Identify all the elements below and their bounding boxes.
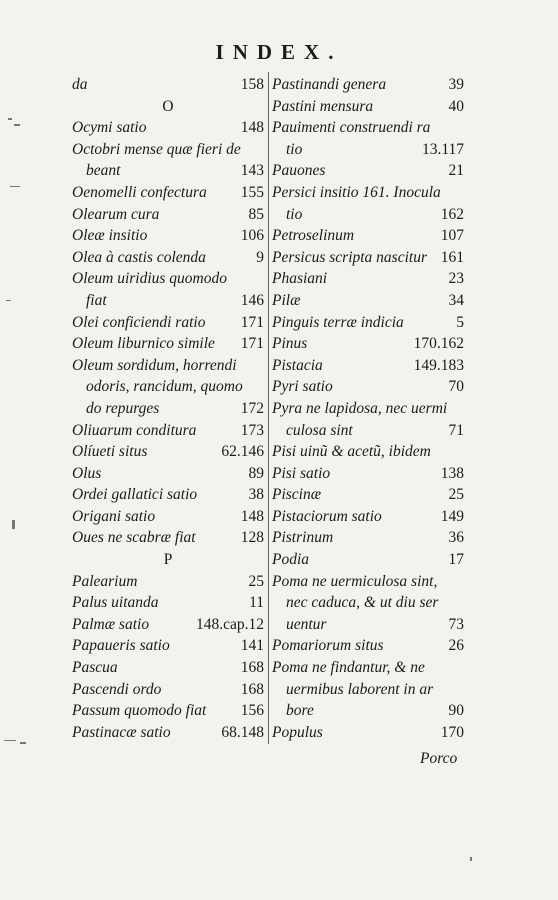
index-entry [272,592,464,614]
page-reference: 143 [240,162,264,180]
page-reference: 148.cap.12 [195,615,264,633]
index-entry [72,420,264,442]
index-entry [272,204,464,226]
entry-text: Papaueris satio [72,637,170,655]
index-entry [72,700,264,722]
index-entry [272,398,464,420]
entry-text: Oleum sordidum, horrendi [72,356,237,374]
page-reference: 36 [448,529,464,547]
entry-text: Pistrinum [272,529,334,547]
entry-text: culosa sint [286,421,353,439]
index-entry [72,333,264,355]
page-reference: 23 [448,270,464,288]
entry-text: Phasiani [272,270,328,288]
index-column-right [272,74,464,743]
entry-text: Olei conficiendi ratio [72,313,206,331]
entry-text: Pomariorum situs [272,637,384,655]
index-entry [272,312,464,334]
page-reference: 155 [240,183,264,201]
entry-text: Petroselinum [272,227,355,245]
page-reference: 90 [448,702,464,720]
index-entry [72,268,264,290]
index-entry [272,614,464,636]
index-entry [272,527,464,549]
index-entry [72,182,264,204]
entry-text: Octobri mense quæ fieri de [72,140,241,158]
entry-text: Palearium [72,572,138,590]
section-letter [72,549,264,571]
entry-text: Pastinandi genera [272,76,387,93]
page-reference: 71 [448,421,464,439]
entry-text: Pyra ne lapidosa, nec uermi [272,399,448,417]
page-reference: 168 [240,659,264,677]
page-reference: 168 [240,680,264,698]
entry-text: Podia [272,551,310,569]
margin-mark [470,857,472,861]
entry-text: Oleum liburnico simile [72,335,215,353]
entry-text: Oues ne scabræ fiat [72,529,196,547]
catchword: Porco [420,750,458,767]
index-entry [272,484,464,506]
entry-text: Oleum uiridius quomodo [72,270,227,288]
index-entry [272,333,464,355]
entry-text: Origani satio [72,507,156,525]
page-reference: 128 [240,529,264,547]
index-entry [72,441,264,463]
index-entry [272,74,464,96]
margin-mark [20,742,26,744]
index-entry [72,614,264,636]
index-entry [272,268,464,290]
entry-text: Populus [272,723,323,741]
entry-text: Poma ne findantur, & ne [272,659,425,677]
page-reference: 13.117 [421,140,464,158]
index-entry [72,635,264,657]
index-entry [272,635,464,657]
index-entry [272,700,464,722]
entry-text: O [162,97,174,115]
entry-text: Pistaciorum satio [272,507,382,525]
entry-text: Oliuarum conditura [72,421,197,439]
page-reference: 73 [448,615,464,633]
index-entry [72,679,264,701]
index-entry [72,355,264,377]
page-header: INDEX. [215,40,343,64]
index-entry [272,160,464,182]
index-entry [72,139,264,161]
index-entry [72,571,264,593]
index-entry [272,722,464,744]
page-reference: 149 [440,507,464,525]
entry-text: Persicus scripta nascitur [272,248,427,266]
page-reference: 170 [440,723,464,741]
entry-text: Pastinacæ satio [72,723,171,741]
entry-text: Pisi uinũ & acetũ, ibidem [272,443,431,461]
column-divider [268,72,269,744]
entry-text: do repurges [86,399,160,417]
page-reference: 21 [448,162,464,180]
page-reference: 70 [448,378,464,396]
index-entry [272,679,464,701]
page-reference: 38 [248,486,264,504]
index-column-left [72,74,264,743]
entry-text: beant [86,162,121,180]
entry-text: Pauones [272,162,326,180]
entry-text: Ordei gallatici satio [72,486,198,504]
entry-text: tio [286,205,303,223]
index-entry [272,657,464,679]
entry-text: Olíueti situs [72,443,148,461]
index-entry [72,160,264,182]
entry-text: tio [286,140,303,158]
entry-text: Olea à castis colenda [72,248,206,266]
page-reference: 17 [448,551,464,569]
page-reference: 34 [448,291,464,309]
index-entry [72,376,264,398]
page-reference: 173 [240,421,264,439]
index-entry [72,312,264,334]
entry-text: bore [286,702,314,720]
page-reference: 85 [248,205,264,223]
index-entry [72,398,264,420]
index-entry [272,506,464,528]
page-reference: 149.183 [413,356,464,374]
entry-text: Pinus [272,335,308,353]
entry-text: fiat [86,291,107,309]
page-reference: 25 [448,486,464,504]
index-entry [272,247,464,269]
page-reference: 161 [440,248,464,266]
margin-mark [6,300,11,301]
entry-text: Pauimenti construendi ra [272,119,431,137]
index-entry [272,139,464,161]
index-entry [272,571,464,593]
entry-text: Olearum cura [72,205,160,223]
page-reference: 172 [240,399,264,417]
entry-text: odoris, rancidum, quomo [86,378,243,396]
entry-text: Piscinæ [272,486,322,504]
page-reference: 89 [248,464,264,482]
page-reference: 158 [240,76,264,93]
page-reference: 170.162 [413,335,464,353]
page-reference: 62.146 [221,443,264,461]
index-entry [272,420,464,442]
index-entry [72,527,264,549]
entry-text: Poma ne uermiculosa sint, [272,572,438,590]
index-entry [272,376,464,398]
page-reference: 171 [240,335,264,353]
entry-text: da [72,76,88,93]
entry-text: Ocymi satio [72,119,147,137]
entry-text: Olus [72,464,102,482]
page-reference: 156 [240,702,264,720]
index-entry [272,549,464,571]
index-entry [72,225,264,247]
page-reference: 148 [240,119,264,137]
entry-text: Pascendi ordo [72,680,162,698]
entry-text: uermibus laborent in ar [286,680,434,698]
index-entry [272,225,464,247]
index-entry [72,463,264,485]
page-reference: 68.148 [221,723,264,741]
entry-text: Persici insitio 161. Inocula [272,183,441,201]
entry-text: Oleæ insitio [72,227,148,245]
index-entry [72,204,264,226]
index-entry [272,441,464,463]
page-reference: 148 [240,507,264,525]
page-reference: 141 [240,637,264,655]
entry-text: Pilæ [272,291,301,309]
index-entry [72,592,264,614]
page-reference: 106 [240,227,264,245]
entry-text: Palus uitanda [72,594,159,612]
page-reference: 26 [448,637,464,655]
page-reference: 25 [248,572,264,590]
entry-text: nec caduca, & ut diu ser [286,594,439,612]
entry-text: Pistacia [272,356,323,374]
index-entry [72,74,264,96]
index-entry [272,96,464,118]
entry-text: Palmæ satio [72,615,150,633]
page-reference: 107 [440,227,464,245]
index-entry [72,722,264,744]
entry-text: Pascua [72,659,118,677]
entry-text: Pisi satio [272,464,331,482]
page-reference: 5 [456,313,464,331]
margin-mark [10,186,20,187]
page-reference: 146 [240,291,264,309]
margin-mark [4,740,16,741]
entry-text: uentur [286,615,327,633]
margin-mark [12,520,15,529]
index-entry [72,290,264,312]
index-entry [272,117,464,139]
entry-text: Pastini mensura [272,97,374,115]
index-entry [72,247,264,269]
index-entry [272,463,464,485]
page-reference: 39 [448,76,464,93]
index-entry [72,117,264,139]
page-reference: 171 [240,313,264,331]
index-entry [72,484,264,506]
index-entry [272,290,464,312]
page-reference: 138 [440,464,464,482]
page-reference: 11 [249,594,264,612]
index-entry [72,506,264,528]
entry-text: Pyri satio [272,378,333,396]
page-reference: 40 [448,97,464,115]
page-reference: 162 [440,205,464,223]
index-entry [72,657,264,679]
index-entry [272,182,464,204]
margin-mark [14,124,20,126]
section-letter [72,96,264,118]
entry-text: P [163,551,173,569]
page-reference: 9 [256,248,264,266]
index-entry [272,355,464,377]
entry-text: Passum quomodo fiat [72,702,207,720]
entry-text: Pinguis terræ indicia [272,313,404,331]
margin-mark [8,118,12,120]
entry-text: Oenomelli confectura [72,183,207,201]
